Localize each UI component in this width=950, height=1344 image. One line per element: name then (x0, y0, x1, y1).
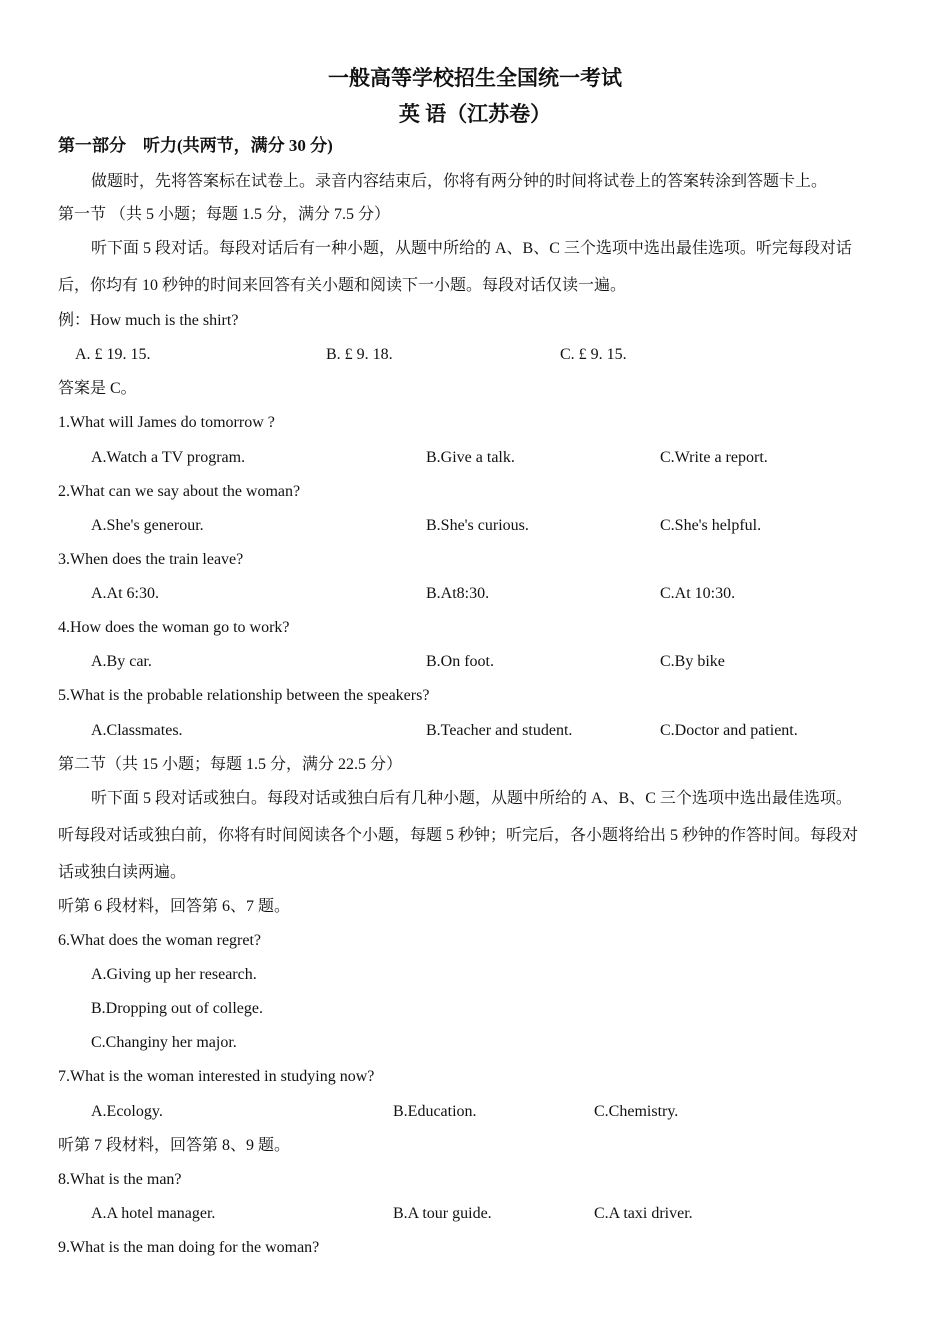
q7-option-b: B.Education. (393, 1103, 477, 1120)
q6-option-b: B.Dropping out of college. (91, 1000, 263, 1017)
q7-option-c: C.Chemistry. (594, 1103, 679, 1120)
question-8: 8.What is the man? (58, 1171, 182, 1188)
section2-instruction-cont: 听每段对话或独白前，你将有时间阅读各个小题，每题 5 秒钟；听完后，各小题将给出 5 秒钟的作答时间。每段对 (58, 827, 859, 844)
q5-option-a: A.Classmates. (91, 722, 183, 739)
example-question: 例：How much is the shirt? (58, 312, 239, 329)
q3-option-c: C.At 10:30. (660, 585, 736, 602)
q3-option-a: A.At 6:30. (91, 585, 159, 602)
q8-option-b: B.A tour guide. (393, 1205, 492, 1222)
q1-option-b: B.Give a talk. (426, 449, 515, 466)
section1-instruction: 听下面 5 段对话。每段对话后有一种小题，从题中所给的 A、B、C 三个选项中选出最佳选项。听完每段对话 (91, 240, 852, 257)
example-answer: 答案是 C。 (58, 380, 137, 397)
question-2: 2.What can we say about the woman? (58, 483, 301, 500)
section2-instruction-end: 话或独白读两遍。 (58, 864, 187, 881)
q1-option-a: A.Watch a TV program. (91, 449, 246, 466)
q8-option-a: A.A hotel manager. (91, 1205, 216, 1222)
part1-heading: 第一部分 听力(共两节，满分 30 分) (58, 136, 333, 155)
q6-option-c: C.Changiny her major. (91, 1034, 237, 1051)
part1-intro: 做题时，先将答案标在试卷上。录音内容结束后，你将有两分钟的时间将试卷上的答案转涂到答题卡上。 (91, 173, 828, 190)
q3-option-b: B.At8:30. (426, 585, 490, 602)
q8-option-c: C.A taxi driver. (594, 1205, 693, 1222)
q2-option-c: C.She's helpful. (660, 517, 762, 534)
question-3: 3.When does the train leave? (58, 551, 244, 568)
q1-option-c: C.Write a report. (660, 449, 768, 466)
q2-option-b: B.She's curious. (426, 517, 529, 534)
question-1: 1.What will James do tomorrow ? (58, 414, 275, 431)
example-option-b: B. £ 9. 18. (326, 346, 393, 363)
section1-instruction-cont: 后，你均有 10 秒钟的时间来回答有关小题和阅读下一小题。每段对话仅读一遍。 (58, 277, 627, 294)
example-option-c: C. £ 9. 15. (560, 346, 627, 363)
material-7-note: 听第 7 段材料，回答第 8、9 题。 (58, 1137, 291, 1154)
question-4: 4.How does the woman go to work? (58, 619, 290, 636)
q6-option-a: A.Giving up her research. (91, 966, 257, 983)
q4-option-a: A.By car. (91, 653, 152, 670)
example-option-a: A. £ 19. 15. (75, 346, 151, 363)
question-6: 6.What does the woman regret? (58, 932, 262, 949)
q5-option-b: B.Teacher and student. (426, 722, 573, 739)
question-7: 7.What is the woman interested in studying now? (58, 1068, 375, 1085)
question-9: 9.What is the man doing for the woman? (58, 1239, 320, 1256)
section2-instruction: 听下面 5 段对话或独白。每段对话或独白后有几种小题，从题中所给的 A、B、C 三个选项中选出最佳选项。 (91, 790, 852, 807)
q4-option-b: B.On foot. (426, 653, 494, 670)
exam-title: 一般高等学校招生全国统一考试 (328, 66, 622, 90)
q5-option-c: C.Doctor and patient. (660, 722, 798, 739)
q2-option-a: A.She's generour. (91, 517, 204, 534)
question-5: 5.What is the probable relationship between the speakers? (58, 687, 430, 704)
exam-subtitle: 英 语（江苏卷） (398, 102, 552, 126)
section2-heading: 第二节（共 15 小题；每题 1.5 分，满分 22.5 分） (58, 756, 403, 773)
material-6-note: 听第 6 段材料，回答第 6、7 题。 (58, 898, 291, 915)
q7-option-a: A.Ecology. (91, 1103, 163, 1120)
q4-option-c: C.By bike (660, 653, 725, 670)
section1-heading: 第一节 （共 5 小题；每题 1.5 分，满分 7.5 分） (58, 206, 391, 223)
